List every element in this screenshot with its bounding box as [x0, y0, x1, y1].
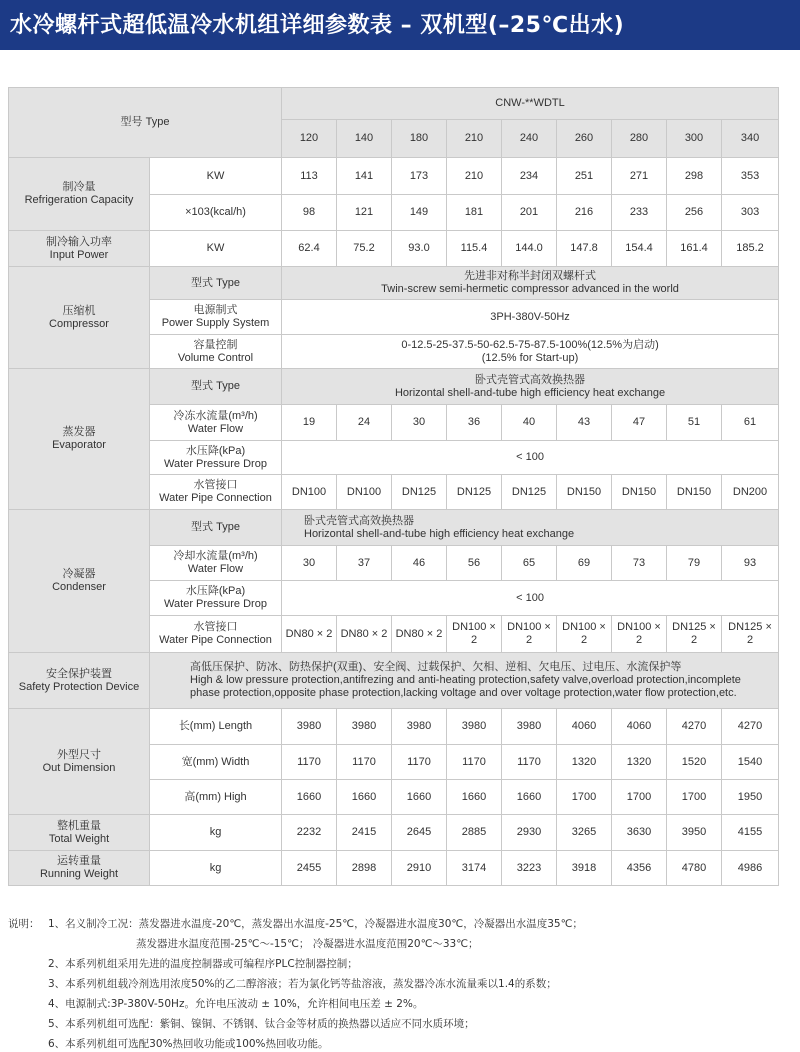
running-weight-value: 2910 [392, 851, 447, 886]
note-3: 3、本系列机组载冷剂选用浓度50%的乙二醇溶液；若为氯化钙等盐溶液，蒸发器冷冻水流量乘以1.4的系数； [48, 978, 557, 990]
capacity-unit-kcal: ×103(kcal/h) [150, 195, 282, 231]
compressor-label [9, 267, 150, 369]
condenser-pipe-value-line: DN125 × [728, 621, 772, 633]
total-weight-value: 3630 [612, 815, 667, 851]
condenser-flow-label [150, 546, 282, 581]
condenser-pipe-value-line: DN100 × [562, 621, 606, 633]
model-cell: 300 [667, 120, 722, 158]
condenser-flow-value: 37 [337, 546, 392, 581]
condenser-pipe-value-line: 2 [635, 634, 643, 646]
condenser-pipe-value-line: DN100 × [452, 621, 496, 633]
condenser-drop-label-line: 水压降(kPa) [185, 585, 246, 597]
total-weight-value: 4155 [722, 815, 779, 851]
input-power-value: 154.4 [612, 231, 667, 267]
length-value: 4060 [557, 709, 612, 745]
width-value: 1540 [722, 745, 779, 780]
type-header: 型号 Type [9, 88, 282, 158]
safety-label-line: 安全保护装置 [46, 667, 112, 680]
input-power-value: 115.4 [447, 231, 502, 267]
table-row [9, 369, 779, 405]
model-cell: 120 [282, 120, 337, 158]
total-weight-value: 2885 [447, 815, 502, 851]
model-cell: 180 [392, 120, 447, 158]
evaporator-pipe-value: DN125 [392, 475, 447, 510]
model-series-header: CNW-**WDTL [282, 88, 779, 120]
condenser-label-line: 冷凝器 [62, 568, 96, 580]
condenser-pipe-value-line: 2 [580, 634, 588, 646]
condenser-flow-value: 56 [447, 546, 502, 581]
evaporator-flow-label-line: 冷冻水流量(m³/h) [173, 409, 258, 422]
condenser-pipe-value [447, 616, 502, 653]
evaporator-drop-label-line: 水压降(kPa) [185, 444, 246, 457]
table-row [9, 88, 779, 120]
height-value: 1700 [667, 780, 722, 815]
condenser-pipe-value-line: 2 [746, 634, 754, 646]
evaporator-drop-label-line: Water Pressure Drop [164, 457, 267, 470]
length-value: 3980 [502, 709, 557, 745]
height-value: 1660 [502, 780, 557, 815]
safety-value-line: High & low pressure protection,antifrezing and anti-heating protection,safety valve,overload protection,incomplete [190, 674, 741, 686]
compressor-type-value [282, 267, 779, 300]
input-power-unit: KW [150, 231, 282, 267]
compressor-type-value-line: Twin-screw semi-hermetic compressor advanced in the world [381, 283, 679, 295]
length-value: 3980 [282, 709, 337, 745]
running-weight-value: 4780 [667, 851, 722, 886]
model-cell: 140 [337, 120, 392, 158]
input-power-value: 185.2 [722, 231, 779, 267]
evaporator-pipe-label [150, 475, 282, 510]
height-value: 1660 [282, 780, 337, 815]
running-weight-value: 2455 [282, 851, 337, 886]
capacity-unit-kw: KW [150, 158, 282, 195]
table-row [9, 510, 779, 546]
evaporator-flow-label-line: Water Flow [187, 422, 244, 435]
input-power-value: 62.4 [282, 231, 337, 267]
dimension-label-line: 外型尺寸 [57, 748, 101, 761]
length-value: 4270 [667, 709, 722, 745]
note-4: 4、电源制式:3P-380V-50Hz。允许电压波动 ± 10%，允许相间电压差 ± 2%。 [48, 998, 424, 1010]
volume-control-label [150, 335, 282, 369]
running-weight-value: 4986 [722, 851, 779, 886]
width-value: 1320 [612, 745, 667, 780]
condenser-label [9, 510, 150, 653]
table-row [9, 653, 779, 709]
note-2: 2、本系列机组采用先进的温度控制器或可编程序PLC控制器控制； [48, 958, 358, 970]
length-value: 3980 [392, 709, 447, 745]
capacity-kw-value: 234 [502, 158, 557, 195]
volume-control-value [282, 335, 779, 369]
condenser-pipe-value-line: DN80 × 2 [340, 627, 388, 640]
running-weight-value: 4356 [612, 851, 667, 886]
condenser-pipe-value [667, 616, 722, 653]
length-value: 4060 [612, 709, 667, 745]
evaporator-pipe-value: DN150 [667, 475, 722, 510]
condenser-pipe-label-line: 水管接口 [193, 621, 238, 633]
evaporator-pipe-value: DN125 [447, 475, 502, 510]
evaporator-drop-label [150, 441, 282, 475]
condenser-pipe-value-line: 2 [470, 634, 478, 646]
running-weight-value: 2898 [337, 851, 392, 886]
capacity-kcal-value: 181 [447, 195, 502, 231]
compressor-label-line: Compressor [49, 317, 109, 330]
total-weight-label-line: 整机重量 [57, 819, 101, 832]
total-weight-value: 2930 [502, 815, 557, 851]
condenser-pipe-value [502, 616, 557, 653]
evaporator-label-line: 蒸发器 [62, 426, 96, 438]
evaporator-type-value [282, 369, 779, 405]
condenser-pipe-value [722, 616, 779, 653]
model-cell: 210 [447, 120, 502, 158]
power-supply-label-line: Power Supply System [161, 317, 270, 329]
condenser-type-value-line: Horizontal shell-and-tube high efficiency heat exchange [304, 527, 575, 540]
condenser-pipe-value-line: DN80 × 2 [395, 627, 443, 640]
condenser-pipe-label-line: Water Pipe Connection [159, 634, 272, 646]
evaporator-drop-value: < 100 [282, 441, 779, 475]
capacity-label-line: Refrigeration Capacity [24, 194, 134, 206]
dimension-label [9, 709, 150, 815]
evaporator-pipe-value: DN100 [282, 475, 337, 510]
note-5: 5、本系列机组可选配：紫铜、镍铜、不锈钢、钛合金等材质的换热器以适应不同水质环境； [48, 1018, 475, 1030]
width-label: 宽(mm) Width [150, 745, 282, 780]
note-6: 6、本系列机组可选配30%热回收功能或100%热回收功能。 [48, 1038, 329, 1050]
condenser-pipe-value [337, 616, 392, 653]
condenser-flow-value: 30 [282, 546, 337, 581]
capacity-kcal-value: 121 [337, 195, 392, 231]
height-value: 1660 [337, 780, 392, 815]
capacity-kcal-value: 149 [392, 195, 447, 231]
safety-value-line: 高低压保护、防冰、防热保护(双重)、安全阀、过载保护、欠相、逆相、欠电压、过电压、水流保护等 [190, 661, 682, 673]
length-value: 4270 [722, 709, 779, 745]
evaporator-flow-label [150, 405, 282, 441]
total-weight-value: 2645 [392, 815, 447, 851]
total-weight-value: 3265 [557, 815, 612, 851]
evaporator-pipe-label-line: 水管接口 [193, 479, 238, 491]
condenser-flow-label-line: 冷却水流量(m³/h) [173, 550, 258, 562]
evaporator-pipe-value: DN125 [502, 475, 557, 510]
evaporator-pipe-value: DN100 [337, 475, 392, 510]
running-weight-label-line: Running Weight [39, 868, 119, 880]
total-weight-label-line: Total Weight [48, 832, 110, 845]
dimension-label-line: Out Dimension [42, 761, 116, 774]
input-power-label-line: Input Power [49, 248, 109, 261]
condenser-type-value-line: 卧式壳管式高效换热器 [304, 514, 414, 527]
table-row [9, 815, 779, 851]
evaporator-label [9, 369, 150, 510]
total-weight-label [9, 815, 150, 851]
model-cell: 340 [722, 120, 779, 158]
evaporator-flow-value: 47 [612, 405, 667, 441]
input-power-value: 144.0 [502, 231, 557, 267]
table-row [9, 231, 779, 267]
volume-control-value-line: 0-12.5-25-37.5-50-62.5-75-87.5-100%(12.5%为启动) [401, 338, 659, 351]
evaporator-type-value-line: Horizontal shell-and-tube high efficiency heat exchange [394, 386, 666, 399]
safety-value-line: phase protection,opposite phase protection,lacking voltage and over voltage protection,water flow protection,etc. [190, 687, 737, 699]
evaporator-pipe-value: DN200 [722, 475, 779, 510]
condenser-drop-value: < 100 [282, 581, 779, 616]
condenser-pipe-value-line: 2 [525, 634, 533, 646]
width-value: 1520 [667, 745, 722, 780]
input-power-value: 147.8 [557, 231, 612, 267]
condenser-type-value [282, 510, 779, 546]
running-weight-label-line: 运转重量 [57, 855, 101, 867]
width-value: 1170 [447, 745, 502, 780]
height-value: 1950 [722, 780, 779, 815]
safety-label-line: Safety Protection Device [18, 680, 140, 693]
condenser-pipe-value-line: DN125 × [672, 621, 716, 633]
length-label: 长(mm) Length [150, 709, 282, 745]
capacity-kw-value: 271 [612, 158, 667, 195]
running-weight-value: 3223 [502, 851, 557, 886]
capacity-kw-value: 113 [282, 158, 337, 195]
title-banner [0, 0, 800, 50]
capacity-kcal-value: 233 [612, 195, 667, 231]
evaporator-pipe-value: DN150 [557, 475, 612, 510]
height-label: 高(mm) High [150, 780, 282, 815]
condenser-pipe-value-line: DN100 × [617, 621, 661, 633]
condenser-drop-label [150, 581, 282, 616]
model-cell: 260 [557, 120, 612, 158]
evaporator-type-value-line: 卧式壳管式高效换热器 [475, 373, 586, 386]
evaporator-pipe-value: DN150 [612, 475, 667, 510]
input-power-value: 161.4 [667, 231, 722, 267]
evaporator-label-line: Evaporator [52, 439, 106, 451]
height-value: 1660 [447, 780, 502, 815]
condenser-pipe-value-line: DN80 × 2 [285, 627, 333, 640]
model-cell: 240 [502, 120, 557, 158]
total-weight-unit: kg [150, 815, 282, 851]
condenser-pipe-value [612, 616, 667, 653]
safety-value [150, 653, 779, 709]
condenser-type-label: 型式 Type [150, 510, 282, 546]
condenser-pipe-value [557, 616, 612, 653]
evaporator-flow-value: 43 [557, 405, 612, 441]
evaporator-flow-value: 51 [667, 405, 722, 441]
total-weight-value: 3950 [667, 815, 722, 851]
evaporator-flow-value: 40 [502, 405, 557, 441]
condenser-flow-value: 65 [502, 546, 557, 581]
model-cell: 280 [612, 120, 667, 158]
capacity-kcal-value: 256 [667, 195, 722, 231]
total-weight-value: 2415 [337, 815, 392, 851]
note-1a: 1、名义制冷工况：蒸发器进水温度-20℃，蒸发器出水温度-25℃，冷凝器进水温度30℃，冷凝器出水温度35℃； [48, 918, 583, 930]
length-value: 3980 [447, 709, 502, 745]
table-row [9, 851, 779, 886]
width-value: 1170 [392, 745, 447, 780]
condenser-label-line: Condenser [52, 581, 106, 593]
running-weight-label [9, 851, 150, 886]
width-value: 1170 [337, 745, 392, 780]
condenser-pipe-label [150, 616, 282, 653]
evaporator-flow-value: 24 [337, 405, 392, 441]
condenser-flow-value: 79 [667, 546, 722, 581]
evaporator-flow-value: 61 [722, 405, 779, 441]
compressor-type-value-line: 先进非对称半封闭双螺杆式 [464, 270, 597, 282]
condenser-drop-label-line: Water Pressure Drop [164, 598, 267, 610]
note-prefix: 说明： [8, 918, 40, 930]
table-row [9, 709, 779, 745]
capacity-kcal-value: 201 [502, 195, 557, 231]
capacity-kcal-value: 98 [282, 195, 337, 231]
input-power-label-line: 制冷输入功率 [46, 235, 112, 248]
capacity-kcal-value: 216 [557, 195, 612, 231]
capacity-kw-value: 210 [447, 158, 502, 195]
table-row [9, 267, 779, 300]
evaporator-type-label: 型式 Type [150, 369, 282, 405]
power-supply-label [150, 300, 282, 335]
height-value: 1700 [612, 780, 667, 815]
height-value: 1660 [392, 780, 447, 815]
table-row [9, 158, 779, 195]
safety-label [9, 653, 150, 709]
spec-table [8, 87, 779, 886]
power-supply-label-line: 电源制式 [193, 304, 238, 316]
capacity-kw-value: 141 [337, 158, 392, 195]
running-weight-value: 3918 [557, 851, 612, 886]
evaporator-flow-value: 30 [392, 405, 447, 441]
condenser-pipe-value [392, 616, 447, 653]
compressor-type-label: 型式 Type [150, 267, 282, 300]
capacity-kw-value: 353 [722, 158, 779, 195]
running-weight-value: 3174 [447, 851, 502, 886]
volume-control-label-line: Volume Control [177, 351, 254, 364]
condenser-flow-value: 73 [612, 546, 667, 581]
condenser-flow-value: 46 [392, 546, 447, 581]
capacity-kcal-value: 303 [722, 195, 779, 231]
condenser-pipe-value [282, 616, 337, 653]
capacity-kw-value: 251 [557, 158, 612, 195]
total-weight-value: 2232 [282, 815, 337, 851]
page-title: 水冷螺杆式超低温冷水机组详细参数表 – 双机型(–25℃出水) [10, 13, 625, 38]
capacity-label-line: 制冷量 [62, 181, 96, 193]
input-power-value: 75.2 [337, 231, 392, 267]
width-value: 1170 [282, 745, 337, 780]
condenser-pipe-value-line: 2 [690, 634, 698, 646]
width-value: 1170 [502, 745, 557, 780]
capacity-label [9, 158, 150, 231]
evaporator-pipe-label-line: Water Pipe Connection [159, 492, 272, 504]
evaporator-flow-value: 19 [282, 405, 337, 441]
length-value: 3980 [337, 709, 392, 745]
evaporator-flow-value: 36 [447, 405, 502, 441]
note-1b: 蒸发器进水温度范围-25℃～-15℃； 冷凝器进水温度范围20℃～33℃； [136, 938, 479, 950]
power-supply-value: 3PH-380V-50Hz [282, 300, 779, 335]
condenser-flow-label-line: Water Flow [187, 563, 244, 575]
capacity-kw-value: 173 [392, 158, 447, 195]
running-weight-unit: kg [150, 851, 282, 886]
condenser-flow-value: 93 [722, 546, 779, 581]
condenser-pipe-value-line: DN100 × [507, 621, 551, 633]
compressor-label-line: 压缩机 [62, 304, 96, 317]
height-value: 1700 [557, 780, 612, 815]
capacity-kw-value: 298 [667, 158, 722, 195]
condenser-flow-value: 69 [557, 546, 612, 581]
volume-control-value-line: (12.5% for Start-up) [481, 351, 579, 364]
input-power-label [9, 231, 150, 267]
volume-control-label-line: 容量控制 [193, 338, 238, 351]
width-value: 1320 [557, 745, 612, 780]
input-power-value: 93.0 [392, 231, 447, 267]
